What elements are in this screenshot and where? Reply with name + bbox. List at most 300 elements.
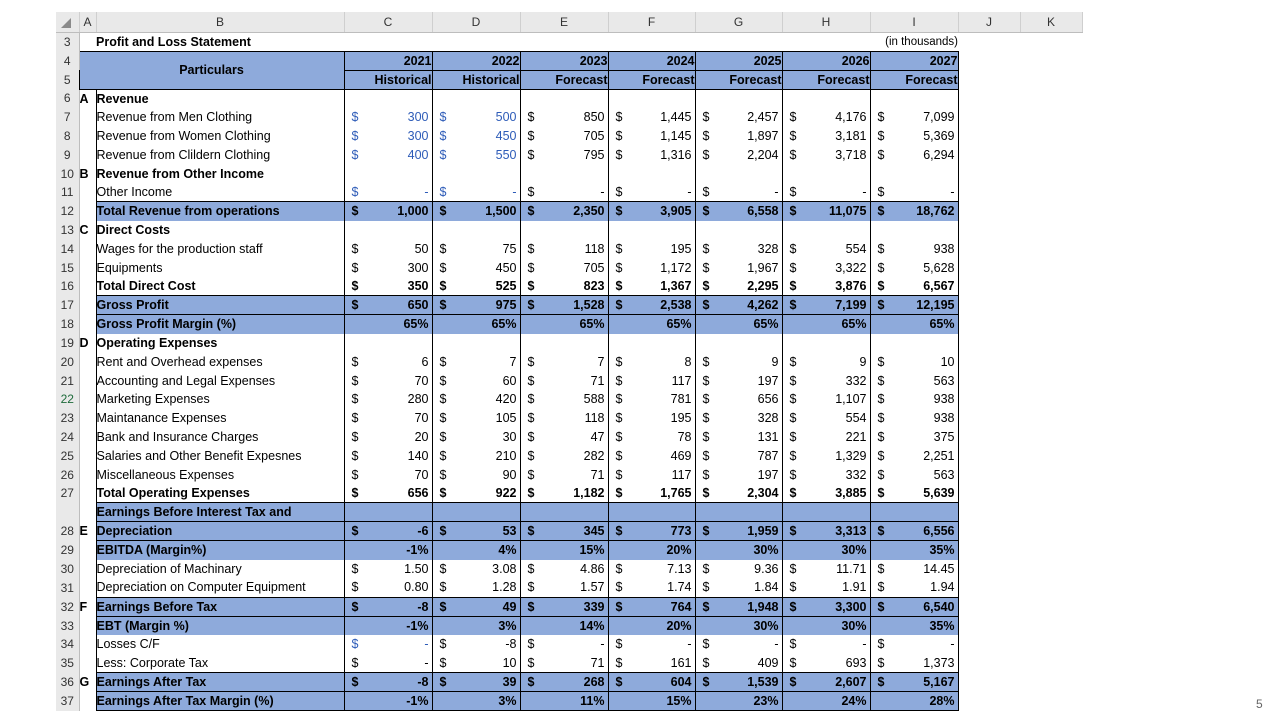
cell-empty[interactable] (1020, 692, 1082, 711)
row-header[interactable]: 26 (56, 465, 79, 484)
value-cell[interactable] (695, 145, 782, 164)
section-letter[interactable] (79, 296, 96, 315)
cell-empty[interactable] (1020, 541, 1082, 560)
section-letter[interactable] (79, 503, 96, 522)
value-cell[interactable] (870, 371, 958, 390)
cell-empty[interactable] (1020, 89, 1082, 108)
value-cell[interactable] (520, 371, 608, 390)
value-cell[interactable] (782, 239, 870, 258)
cell-empty[interactable] (344, 334, 432, 353)
cell-empty[interactable] (958, 673, 1020, 692)
cell-empty[interactable] (1020, 108, 1082, 127)
section-letter[interactable]: F (79, 599, 88, 614)
value-cell[interactable] (608, 541, 695, 560)
cell-empty[interactable] (958, 446, 1020, 465)
value-cell[interactable] (520, 692, 608, 711)
value-cell[interactable] (782, 616, 870, 635)
cell-empty[interactable] (432, 221, 520, 240)
cell-empty[interactable] (432, 32, 520, 51)
column-header-f[interactable]: F (608, 12, 695, 32)
value-cell[interactable] (782, 692, 870, 711)
value-cell[interactable] (520, 108, 608, 127)
value-cell[interactable] (344, 616, 432, 635)
value-cell[interactable] (432, 635, 520, 654)
value-cell[interactable] (695, 371, 782, 390)
cell-empty[interactable] (1020, 51, 1082, 70)
value-cell[interactable] (520, 202, 608, 221)
value-cell[interactable] (344, 484, 432, 503)
row-label[interactable]: Equipments (96, 258, 344, 277)
value-cell[interactable] (344, 673, 432, 692)
value-cell[interactable] (608, 484, 695, 503)
value-cell[interactable] (782, 390, 870, 409)
value-cell[interactable] (870, 654, 958, 673)
value-cell[interactable] (782, 465, 870, 484)
row-header[interactable]: 9 (56, 145, 79, 164)
value-cell[interactable] (344, 296, 432, 315)
value-cell[interactable] (870, 258, 958, 277)
cell-empty[interactable] (520, 334, 608, 353)
cell-empty[interactable] (958, 89, 1020, 108)
row-header[interactable]: 30 (56, 560, 79, 579)
value-cell[interactable] (520, 597, 608, 616)
value-cell[interactable] (608, 277, 695, 296)
cell-empty[interactable] (1020, 560, 1082, 579)
value-cell[interactable] (695, 428, 782, 447)
cell-empty[interactable] (1020, 127, 1082, 146)
column-header-a[interactable]: A (79, 12, 96, 32)
value-cell[interactable] (870, 446, 958, 465)
cell-empty[interactable] (958, 51, 1020, 70)
cell-empty[interactable] (520, 32, 608, 51)
cell-empty[interactable] (958, 560, 1020, 579)
cell-empty[interactable] (1020, 352, 1082, 371)
row-header[interactable]: 33 (56, 616, 79, 635)
value-cell[interactable] (782, 654, 870, 673)
value-cell[interactable] (344, 446, 432, 465)
column-header-d[interactable]: D (432, 12, 520, 32)
value-cell[interactable] (344, 465, 432, 484)
value-cell[interactable] (608, 635, 695, 654)
cell-empty[interactable] (1020, 503, 1082, 522)
cell-empty[interactable] (432, 334, 520, 353)
value-cell[interactable] (344, 522, 432, 541)
cell-empty[interactable] (958, 616, 1020, 635)
value-cell[interactable] (608, 108, 695, 127)
value-cell[interactable] (344, 503, 432, 522)
section-letter[interactable] (79, 258, 96, 277)
cell-empty[interactable] (608, 164, 695, 183)
value-cell[interactable] (344, 560, 432, 579)
value-cell[interactable] (432, 390, 520, 409)
value-cell[interactable] (695, 692, 782, 711)
row-header[interactable]: 36 (56, 673, 79, 692)
cell-empty[interactable] (1020, 654, 1082, 673)
cell-empty[interactable] (608, 89, 695, 108)
row-label[interactable]: Revenue from Women Clothing (96, 127, 344, 146)
value-cell[interactable] (344, 145, 432, 164)
value-cell[interactable] (695, 446, 782, 465)
column-header-g[interactable]: G (695, 12, 782, 32)
cell-empty[interactable] (344, 89, 432, 108)
row-header[interactable]: 23 (56, 409, 79, 428)
select-all-corner[interactable] (56, 12, 79, 32)
value-cell[interactable] (608, 352, 695, 371)
cell-empty[interactable] (782, 89, 870, 108)
cell-empty[interactable] (1020, 484, 1082, 503)
value-cell[interactable] (782, 371, 870, 390)
value-cell[interactable] (695, 484, 782, 503)
value-cell[interactable] (870, 578, 958, 597)
value-cell[interactable] (782, 484, 870, 503)
value-cell[interactable] (608, 692, 695, 711)
value-cell[interactable] (782, 522, 870, 541)
row-label[interactable]: Depreciation on Computer Equipment (96, 578, 344, 597)
value-cell[interactable] (344, 578, 432, 597)
cell-empty[interactable] (958, 503, 1020, 522)
value-cell[interactable] (695, 616, 782, 635)
value-cell[interactable] (695, 127, 782, 146)
value-cell[interactable] (870, 108, 958, 127)
value-cell[interactable] (608, 390, 695, 409)
value-cell[interactable] (432, 692, 520, 711)
value-cell[interactable] (520, 654, 608, 673)
value-cell[interactable] (344, 635, 432, 654)
cell-empty[interactable] (695, 334, 782, 353)
cell-empty[interactable] (344, 164, 432, 183)
value-cell[interactable] (520, 428, 608, 447)
row-label[interactable]: Gross Profit Margin (%) (96, 315, 344, 334)
cell-empty[interactable] (870, 89, 958, 108)
value-cell[interactable] (520, 541, 608, 560)
value-cell[interactable] (520, 277, 608, 296)
value-cell[interactable] (520, 522, 608, 541)
value-cell[interactable] (870, 409, 958, 428)
row-label[interactable]: Revenue (96, 89, 344, 108)
value-cell[interactable] (870, 277, 958, 296)
section-letter[interactable] (79, 390, 96, 409)
spreadsheet-grid[interactable] (56, 12, 1083, 711)
cell-empty[interactable] (1020, 315, 1082, 334)
value-cell[interactable] (520, 145, 608, 164)
value-cell[interactable] (695, 108, 782, 127)
value-cell[interactable] (344, 390, 432, 409)
value-cell[interactable] (695, 673, 782, 692)
value-cell[interactable] (782, 560, 870, 579)
row-label[interactable]: Total Direct Cost (96, 277, 344, 296)
cell-empty[interactable] (1020, 616, 1082, 635)
cell-empty[interactable] (958, 315, 1020, 334)
cell-empty[interactable] (1020, 296, 1082, 315)
value-cell[interactable] (608, 578, 695, 597)
value-cell[interactable] (870, 673, 958, 692)
row-label[interactable]: EBITDA (Margin%) (96, 541, 344, 560)
value-cell[interactable] (695, 390, 782, 409)
value-cell[interactable] (608, 616, 695, 635)
row-label[interactable]: EBT (Margin %) (96, 616, 344, 635)
value-cell[interactable] (520, 409, 608, 428)
value-cell[interactable] (432, 127, 520, 146)
section-letter[interactable] (79, 202, 96, 221)
cell-empty[interactable] (870, 334, 958, 353)
section-letter[interactable] (79, 277, 96, 296)
cell-empty[interactable] (344, 32, 432, 51)
section-letter[interactable]: E (79, 524, 88, 539)
cell-empty[interactable] (695, 89, 782, 108)
row-header[interactable]: 8 (56, 127, 79, 146)
column-header-i[interactable]: I (870, 12, 958, 32)
cell-empty[interactable] (608, 32, 695, 51)
value-cell[interactable] (608, 597, 695, 616)
column-header-e[interactable]: E (520, 12, 608, 32)
value-cell[interactable] (695, 522, 782, 541)
row-label[interactable]: Losses C/F (96, 635, 344, 654)
section-letter[interactable] (79, 428, 96, 447)
value-cell[interactable] (608, 673, 695, 692)
cell-empty[interactable] (1020, 258, 1082, 277)
value-cell[interactable] (870, 183, 958, 202)
cell-empty[interactable] (1020, 409, 1082, 428)
row-header[interactable]: 7 (56, 108, 79, 127)
value-cell[interactable] (432, 108, 520, 127)
section-letter[interactable] (79, 560, 96, 579)
value-cell[interactable] (782, 127, 870, 146)
value-cell[interactable] (520, 390, 608, 409)
value-cell[interactable] (608, 409, 695, 428)
row-label[interactable]: Earnings Before Interest Tax and (96, 503, 344, 522)
row-header[interactable]: 5 (56, 70, 79, 89)
value-cell[interactable] (695, 202, 782, 221)
row-header[interactable]: 28 (56, 522, 79, 541)
value-cell[interactable] (870, 296, 958, 315)
cell-empty[interactable] (958, 578, 1020, 597)
row-header[interactable]: 11 (56, 183, 79, 202)
row-label[interactable]: Total Operating Expenses (96, 484, 344, 503)
cell-empty[interactable] (958, 484, 1020, 503)
section-letter[interactable] (79, 578, 96, 597)
cell-empty[interactable] (1020, 145, 1082, 164)
row-header[interactable]: 17 (56, 296, 79, 315)
cell-empty[interactable] (958, 334, 1020, 353)
value-cell[interactable] (782, 258, 870, 277)
value-cell[interactable] (782, 673, 870, 692)
row-label[interactable]: Revenue from Other Income (96, 164, 344, 183)
section-letter[interactable] (79, 465, 96, 484)
value-cell[interactable] (782, 541, 870, 560)
cell-empty[interactable] (958, 692, 1020, 711)
row-header[interactable]: 22 (56, 390, 79, 409)
value-cell[interactable] (695, 315, 782, 334)
cell-empty[interactable] (958, 522, 1020, 541)
column-header-j[interactable]: J (958, 12, 1020, 32)
row-header[interactable]: 12 (56, 202, 79, 221)
row-label[interactable]: Earnings After Tax (96, 673, 344, 692)
cell-empty[interactable] (958, 127, 1020, 146)
value-cell[interactable] (344, 371, 432, 390)
value-cell[interactable] (432, 503, 520, 522)
value-cell[interactable] (432, 578, 520, 597)
cell-empty[interactable] (1020, 673, 1082, 692)
value-cell[interactable] (695, 258, 782, 277)
cell-empty[interactable] (1020, 202, 1082, 221)
value-cell[interactable] (870, 202, 958, 221)
section-letter[interactable]: B (79, 166, 89, 181)
value-cell[interactable] (695, 560, 782, 579)
section-letter[interactable]: C (79, 222, 89, 237)
cell-empty[interactable] (958, 70, 1020, 89)
value-cell[interactable] (695, 239, 782, 258)
value-cell[interactable] (608, 239, 695, 258)
value-cell[interactable] (695, 277, 782, 296)
value-cell[interactable] (870, 635, 958, 654)
cell-empty[interactable] (1020, 597, 1082, 616)
value-cell[interactable] (695, 654, 782, 673)
section-letter[interactable] (79, 616, 96, 635)
value-cell[interactable] (870, 522, 958, 541)
value-cell[interactable] (432, 239, 520, 258)
value-cell[interactable] (782, 277, 870, 296)
cell-empty[interactable] (958, 352, 1020, 371)
value-cell[interactable] (432, 541, 520, 560)
value-cell[interactable] (432, 597, 520, 616)
section-letter[interactable] (79, 315, 96, 334)
row-header[interactable]: 29 (56, 541, 79, 560)
value-cell[interactable] (432, 315, 520, 334)
value-cell[interactable] (608, 296, 695, 315)
section-letter[interactable] (79, 352, 96, 371)
column-header-k[interactable]: K (1020, 12, 1082, 32)
cell-empty[interactable] (1020, 277, 1082, 296)
value-cell[interactable] (695, 635, 782, 654)
row-header[interactable]: 4 (56, 51, 79, 70)
value-cell[interactable] (608, 127, 695, 146)
value-cell[interactable] (870, 560, 958, 579)
value-cell[interactable] (344, 127, 432, 146)
cell-empty[interactable] (958, 202, 1020, 221)
cell-empty[interactable] (958, 277, 1020, 296)
cell-empty[interactable] (958, 371, 1020, 390)
cell-empty[interactable] (1020, 183, 1082, 202)
row-header[interactable] (56, 503, 79, 522)
row-header[interactable]: 19 (56, 334, 79, 353)
value-cell[interactable] (432, 560, 520, 579)
value-cell[interactable] (520, 127, 608, 146)
section-letter[interactable]: G (79, 675, 90, 690)
value-cell[interactable] (432, 673, 520, 692)
row-label[interactable]: Operating Expenses (96, 334, 344, 353)
cell-empty[interactable] (1020, 578, 1082, 597)
row-header[interactable]: 16 (56, 277, 79, 296)
value-cell[interactable] (695, 597, 782, 616)
value-cell[interactable] (782, 597, 870, 616)
row-label[interactable]: Marketing Expenses (96, 390, 344, 409)
cell-empty[interactable] (1020, 465, 1082, 484)
value-cell[interactable] (520, 446, 608, 465)
row-header[interactable]: 31 (56, 578, 79, 597)
value-cell[interactable] (870, 616, 958, 635)
value-cell[interactable] (608, 465, 695, 484)
cell-empty[interactable] (958, 32, 1020, 51)
section-letter[interactable] (79, 108, 96, 127)
value-cell[interactable] (782, 108, 870, 127)
value-cell[interactable] (782, 352, 870, 371)
cell-empty[interactable] (958, 145, 1020, 164)
section-letter[interactable] (79, 484, 96, 503)
row-header[interactable]: 24 (56, 428, 79, 447)
section-letter[interactable] (79, 409, 96, 428)
row-header[interactable]: 15 (56, 258, 79, 277)
value-cell[interactable] (870, 692, 958, 711)
cell-empty[interactable] (1020, 70, 1082, 89)
value-cell[interactable] (344, 108, 432, 127)
value-cell[interactable] (344, 692, 432, 711)
value-cell[interactable] (432, 183, 520, 202)
section-letter[interactable] (79, 145, 96, 164)
value-cell[interactable] (782, 635, 870, 654)
value-cell[interactable] (870, 428, 958, 447)
value-cell[interactable] (344, 352, 432, 371)
cell-empty[interactable] (520, 89, 608, 108)
value-cell[interactable] (520, 239, 608, 258)
cell-empty[interactable] (695, 221, 782, 240)
cell-empty[interactable] (958, 221, 1020, 240)
row-label[interactable]: Miscellaneous Expenses (96, 465, 344, 484)
value-cell[interactable] (695, 296, 782, 315)
row-label[interactable]: Depreciation (96, 522, 344, 541)
value-cell[interactable] (782, 202, 870, 221)
row-header[interactable]: 6 (56, 89, 79, 108)
cell-empty[interactable] (958, 258, 1020, 277)
section-letter[interactable] (79, 371, 96, 390)
row-label[interactable]: Wages for the production staff (96, 239, 344, 258)
value-cell[interactable] (695, 578, 782, 597)
cell-empty[interactable] (958, 296, 1020, 315)
cell-empty[interactable] (958, 409, 1020, 428)
value-cell[interactable] (782, 428, 870, 447)
value-cell[interactable] (432, 202, 520, 221)
value-cell[interactable] (432, 522, 520, 541)
value-cell[interactable] (520, 465, 608, 484)
select-all-triangle-icon[interactable] (61, 18, 71, 28)
row-header[interactable]: 37 (56, 692, 79, 711)
cell-empty[interactable] (695, 32, 782, 51)
row-label[interactable]: Bank and Insurance Charges (96, 428, 344, 447)
cell-empty[interactable] (1020, 334, 1082, 353)
cell-empty[interactable] (1020, 428, 1082, 447)
value-cell[interactable] (520, 616, 608, 635)
row-label[interactable]: Maintanance Expenses (96, 409, 344, 428)
value-cell[interactable] (608, 654, 695, 673)
value-cell[interactable] (344, 541, 432, 560)
value-cell[interactable] (520, 296, 608, 315)
cell-empty[interactable] (432, 164, 520, 183)
value-cell[interactable] (520, 503, 608, 522)
cell-empty[interactable] (870, 221, 958, 240)
cell-empty[interactable] (1020, 32, 1082, 51)
cell-empty[interactable] (782, 221, 870, 240)
value-cell[interactable] (695, 465, 782, 484)
row-header[interactable]: 20 (56, 352, 79, 371)
value-cell[interactable] (870, 484, 958, 503)
value-cell[interactable] (695, 541, 782, 560)
cell-empty[interactable] (1020, 446, 1082, 465)
value-cell[interactable] (520, 578, 608, 597)
value-cell[interactable] (608, 428, 695, 447)
cell-empty[interactable] (958, 108, 1020, 127)
value-cell[interactable] (344, 428, 432, 447)
cell-empty[interactable] (782, 164, 870, 183)
value-cell[interactable] (870, 145, 958, 164)
